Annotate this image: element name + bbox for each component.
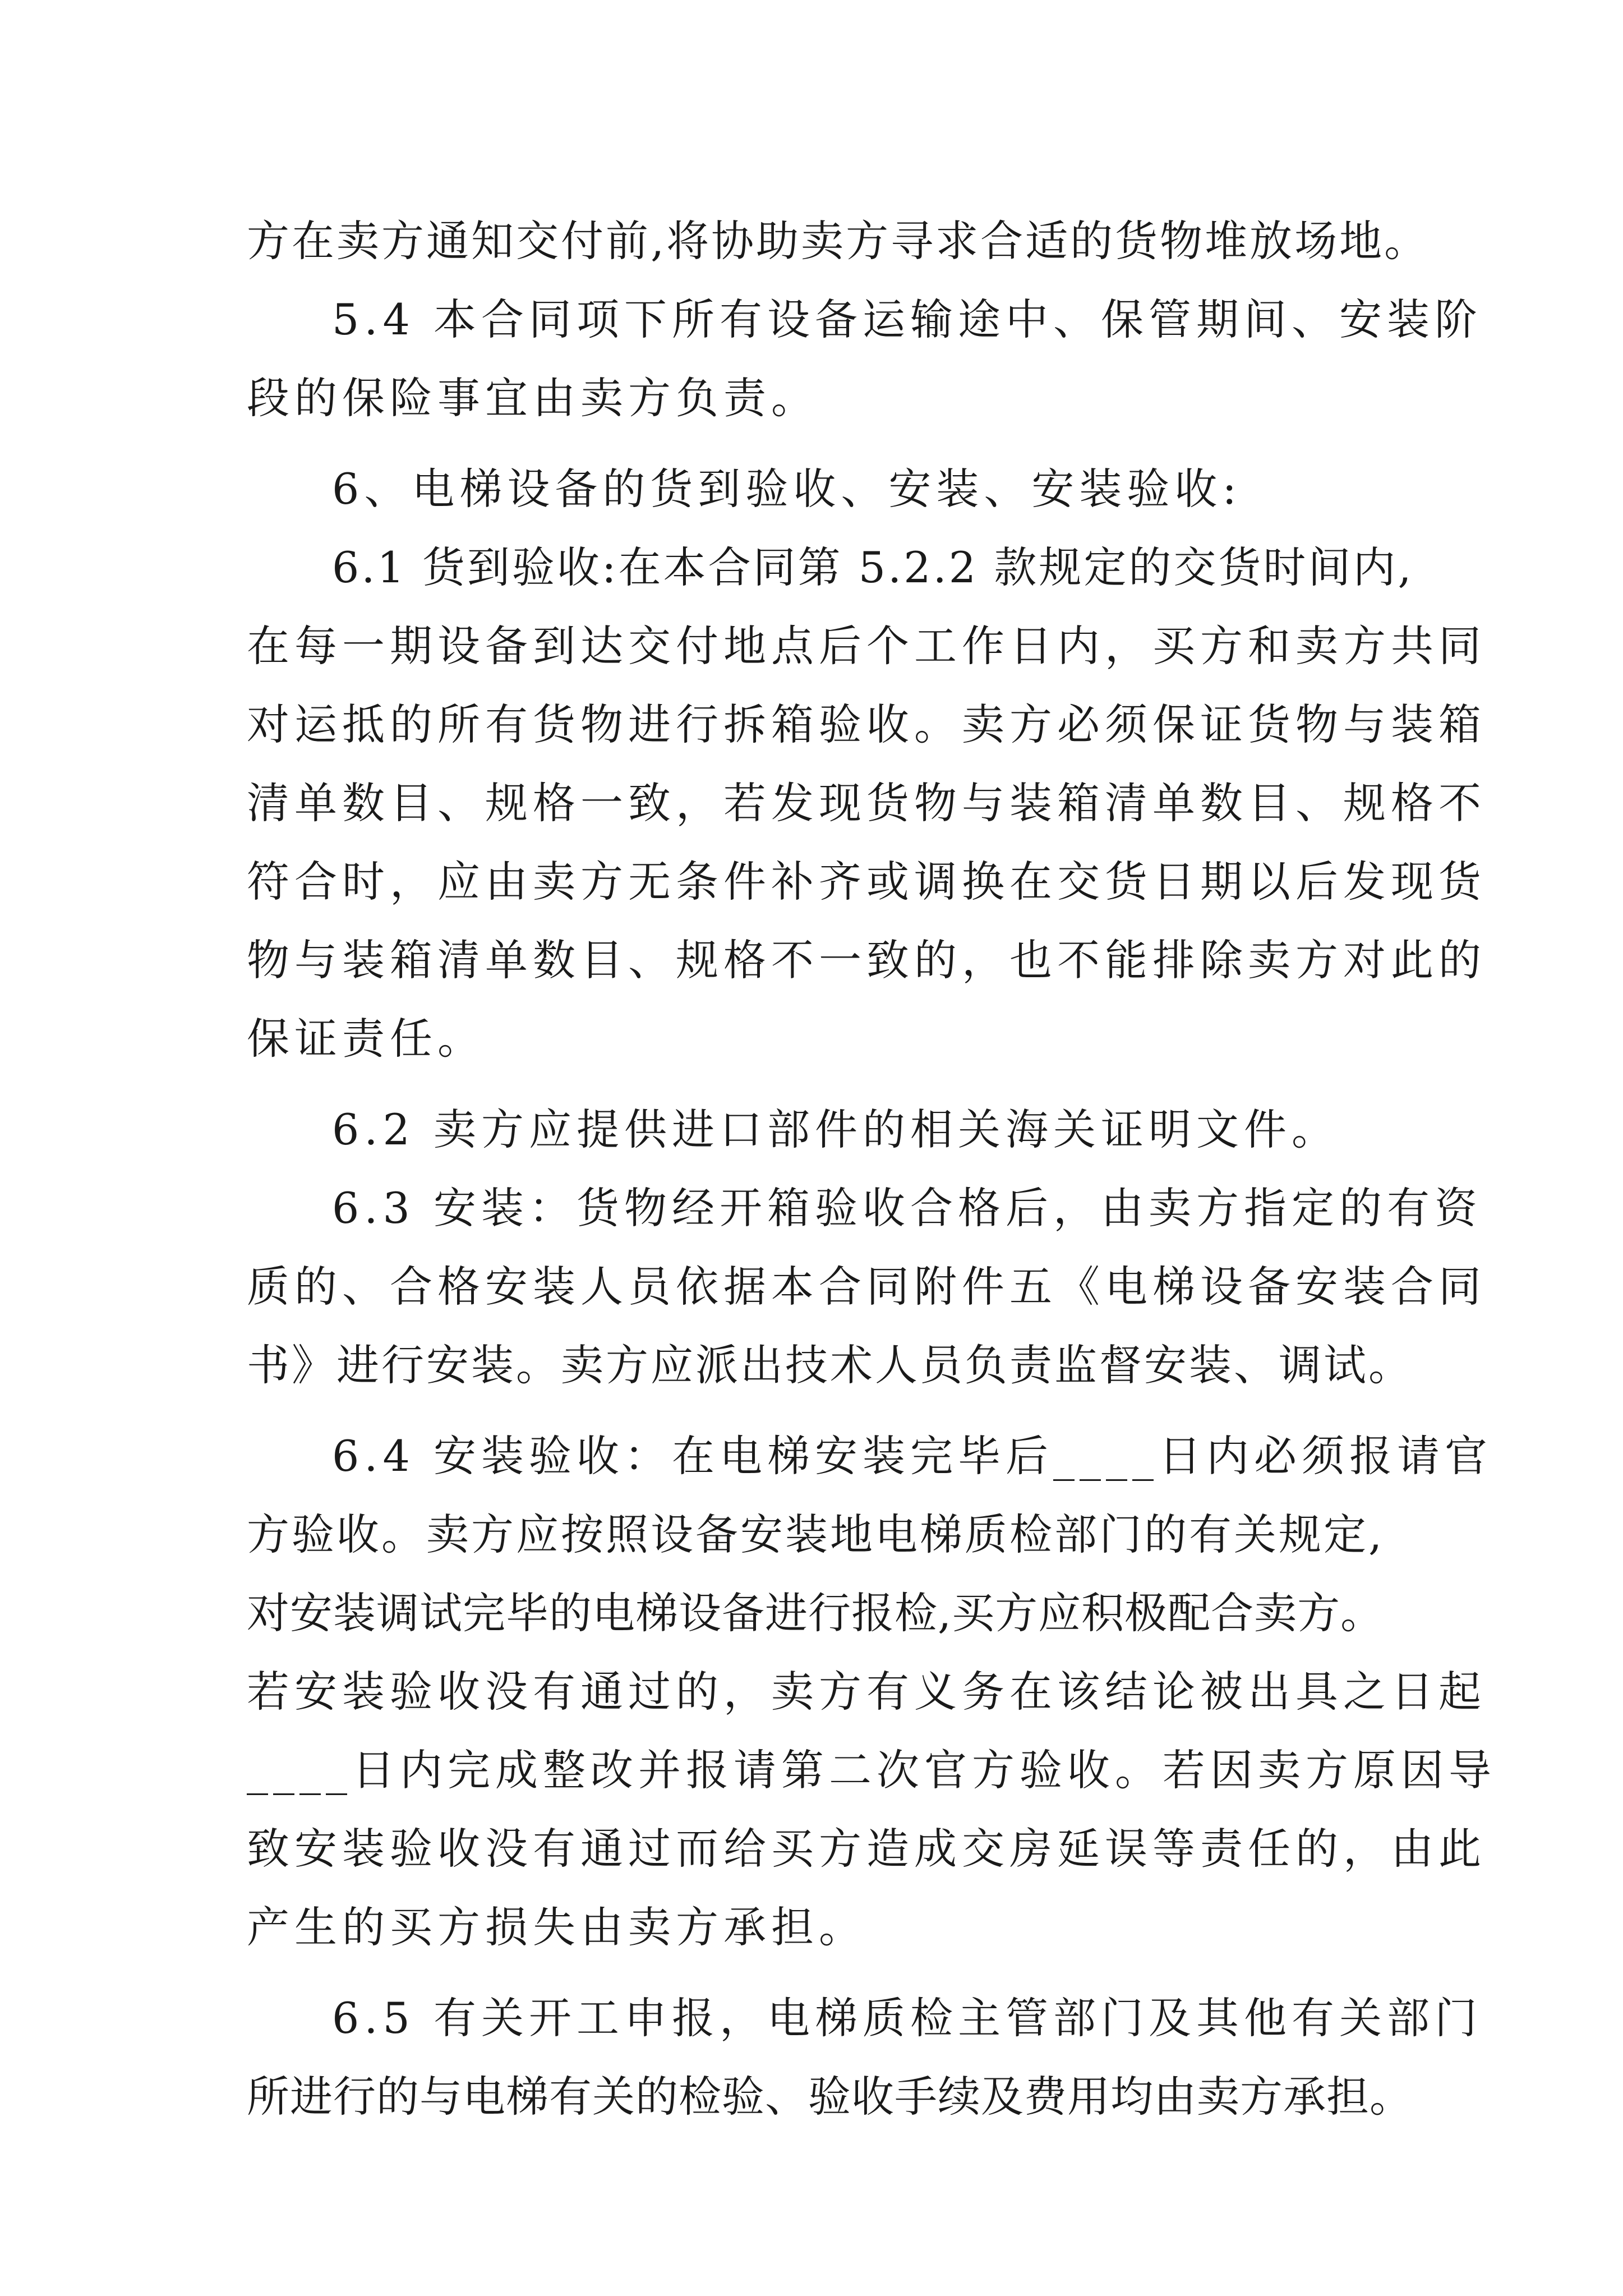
text-line: 书》进行安装。卖方应派出技术人员负责监督安装、调试。 — [247, 1340, 1413, 1390]
text-line: 所进行的与电梯有关的检验、验收手续及费用均由卖方承担。 — [247, 2072, 1413, 2122]
text-line: 5.4 本合同项下所有设备运输途中、保管期间、安装阶 — [332, 295, 1483, 344]
text-line: 对运抵的所有货物进行拆箱验收。卖方必须保证货物与装箱 — [247, 700, 1486, 749]
text-line: 质的、合格安装人员依据本合同附件五《电梯设备安装合同 — [247, 1262, 1486, 1312]
text-line: 6.5 有关开工申报，电梯质检主管部门及其他有关部门 — [332, 1993, 1483, 2043]
text-line: 6.3 安装：货物经开箱验收合格后，由卖方指定的有资 — [332, 1183, 1483, 1233]
text-line: 物与装箱清单数目、规格不一致的，也不能排除卖方对此的 — [247, 935, 1486, 985]
text-line: 若安装验收没有通过的，卖方有义务在该结论被出具之日起 — [247, 1667, 1486, 1717]
document-body — [247, 213, 1496, 2147]
text-line: 方验收。卖方应按照设备安装地电梯质检部门的有关规定, — [247, 1510, 1385, 1559]
section-heading: 6、电梯设备的货到验收、安装、安装验收: — [332, 464, 1242, 514]
text-line: 致安装验收没有通过而给买方造成交房延误等责任的，由此 — [247, 1824, 1486, 1874]
text-line: 方在卖方通知交付前,将协助卖方寻求合适的货物堆放场地。 — [247, 216, 1430, 266]
text-line: 产生的买方损失由卖方承担。 — [247, 1902, 866, 1952]
text-line: 6.2 卖方应提供进口部件的相关海关证明文件。 — [332, 1105, 1340, 1154]
text-line: 对安装调试完毕的电梯设备进行报检,买方应积极配合卖方。 — [247, 1588, 1384, 1638]
text-line: ____日内完成整改并报请第二次官方验收。若因卖方原因导 — [247, 1745, 1496, 1795]
text-line: 段的保险事宜由卖方负责。 — [247, 373, 819, 423]
text-line: 符合时，应由卖方无条件补齐或调换在交货日期以后发现货 — [247, 857, 1486, 907]
text-line: 6.1 货到验收:在本合同第 5.2.2 款规定的交货时间内, — [332, 542, 1414, 592]
text-line: 6.4 安装验收：在电梯安装完毕后____日内必须报请官 — [332, 1431, 1493, 1481]
text-line: 在每一期设备到达交付地点后个工作日内，买方和卖方共同 — [247, 621, 1486, 671]
text-line: 保证责任。 — [247, 1014, 485, 1064]
text-line: 清单数目、规格一致，若发现货物与装箱清单数目、规格不 — [247, 778, 1486, 828]
